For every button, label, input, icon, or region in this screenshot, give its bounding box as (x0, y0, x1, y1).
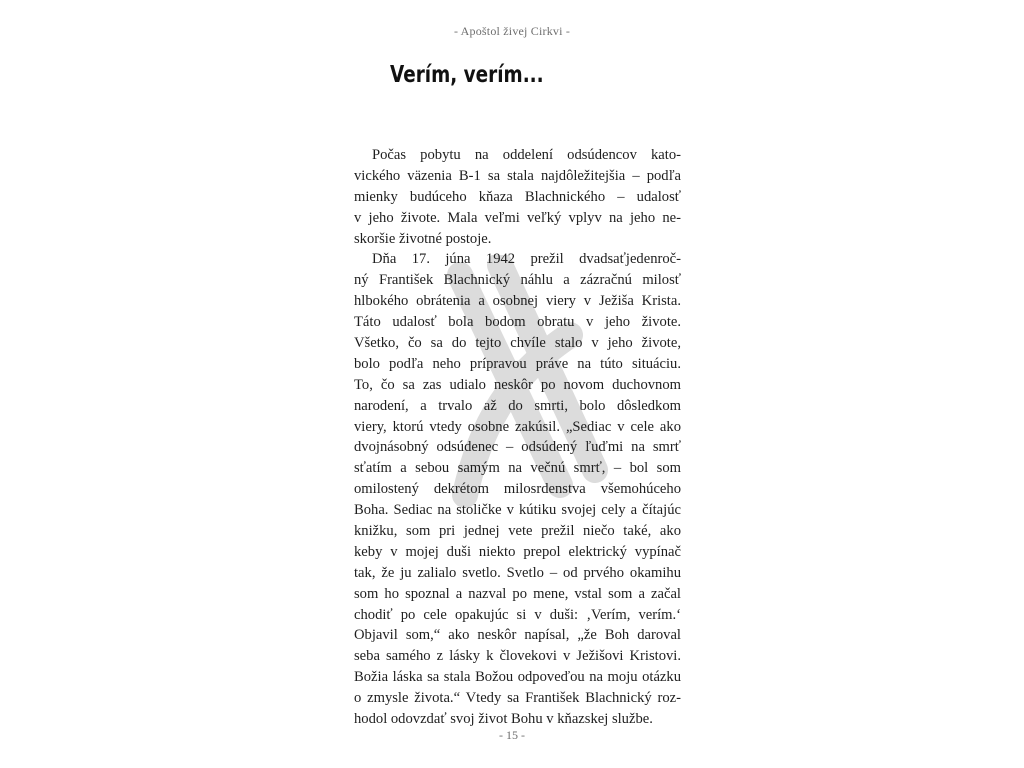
text-line: Táto udalosť bola bodom obratu v jeho živote. (354, 314, 681, 331)
text-line: hlbokého obrátenia a osobnej viery v Ježiša Krista. (354, 293, 681, 310)
text-line: narodení, a trvalo až do smrti, bolo dôsledkom (354, 397, 681, 414)
text-line: Počas pobytu na oddelení odsúdencov kato- (372, 147, 681, 163)
text-line: To, čo sa zas udialo neskôr po novom duchovnom (354, 376, 681, 393)
text-line: bolo podľa neho prípravou práve na túto situáciu. (354, 355, 681, 372)
body-text (354, 145, 681, 730)
text-line: v jeho živote. Mala veľmi veľký vplyv na jeho ne- (354, 209, 681, 226)
text-line: Objavil som,“ ako neskôr napísal, „že Boh daroval (354, 627, 681, 644)
text-line: tak, že ju zalialo svetlo. Svetlo – od prvého okamihu (354, 564, 681, 581)
text-line: omilostený dekrétom milosrdenstva všemohúceho (354, 481, 681, 498)
text-line: hodol odovzdať svoj život Bohu v kňazskej službe. (354, 711, 653, 728)
text-line: chodiť po cele opakujúc si v duši: ‚Verím, verím.‘ (354, 606, 681, 623)
text-line: o zmysle života.“ Vtedy sa František Blachnický roz- (354, 690, 681, 707)
text-line: Všetko, čo sa do tejto chvíle stalo v jeho živote, (354, 335, 681, 352)
text-line: som ho spoznal a nazval po mene, vstal som a začal (354, 585, 681, 602)
text-line: Dňa 17. júna 1942 prežil dvadsaťjedenroč- (372, 251, 681, 268)
text-line: mienky budúceho kňaza Blachnického – udalosť (354, 188, 681, 205)
text-line: vického väzenia B-1 sa stala najdôležitejšia – podľa (354, 167, 681, 184)
chapter-title: Verím, verím... (390, 62, 544, 88)
text-line: viery, ktorú vtedy osobne zakúsil. „Sediac v cele ako (354, 418, 681, 435)
text-line: keby v mojej duši niekto prepol elektrický vypínač (354, 543, 681, 560)
text-line: seba samého z lásky k človekovi v Ježišovi Kristovi. (354, 648, 681, 665)
text-line: knižku, som pri jednej vete prežil niečo také, ako (354, 523, 681, 540)
text-line: Božia láska sa stala Božou odpoveďou na moju otázku (354, 669, 681, 686)
text-line: dvojnásobný odsúdenec – odsúdený ľuďmi na smrť (354, 439, 681, 456)
text-line: skoršie životné postoje. (354, 230, 492, 247)
running-header: - Apoštol živej Cirkvi - (453, 24, 571, 38)
text-line: sťatím a sebou samým na večnú smrť, – bol som (354, 460, 681, 477)
page-number: - 15 - (499, 728, 525, 742)
text-line: ný František Blachnický náhlu a zázračnú milosť (354, 272, 681, 289)
text-line: Boha. Sediac na stoličke v kútiku svojej cely a čítajúc (354, 502, 681, 519)
